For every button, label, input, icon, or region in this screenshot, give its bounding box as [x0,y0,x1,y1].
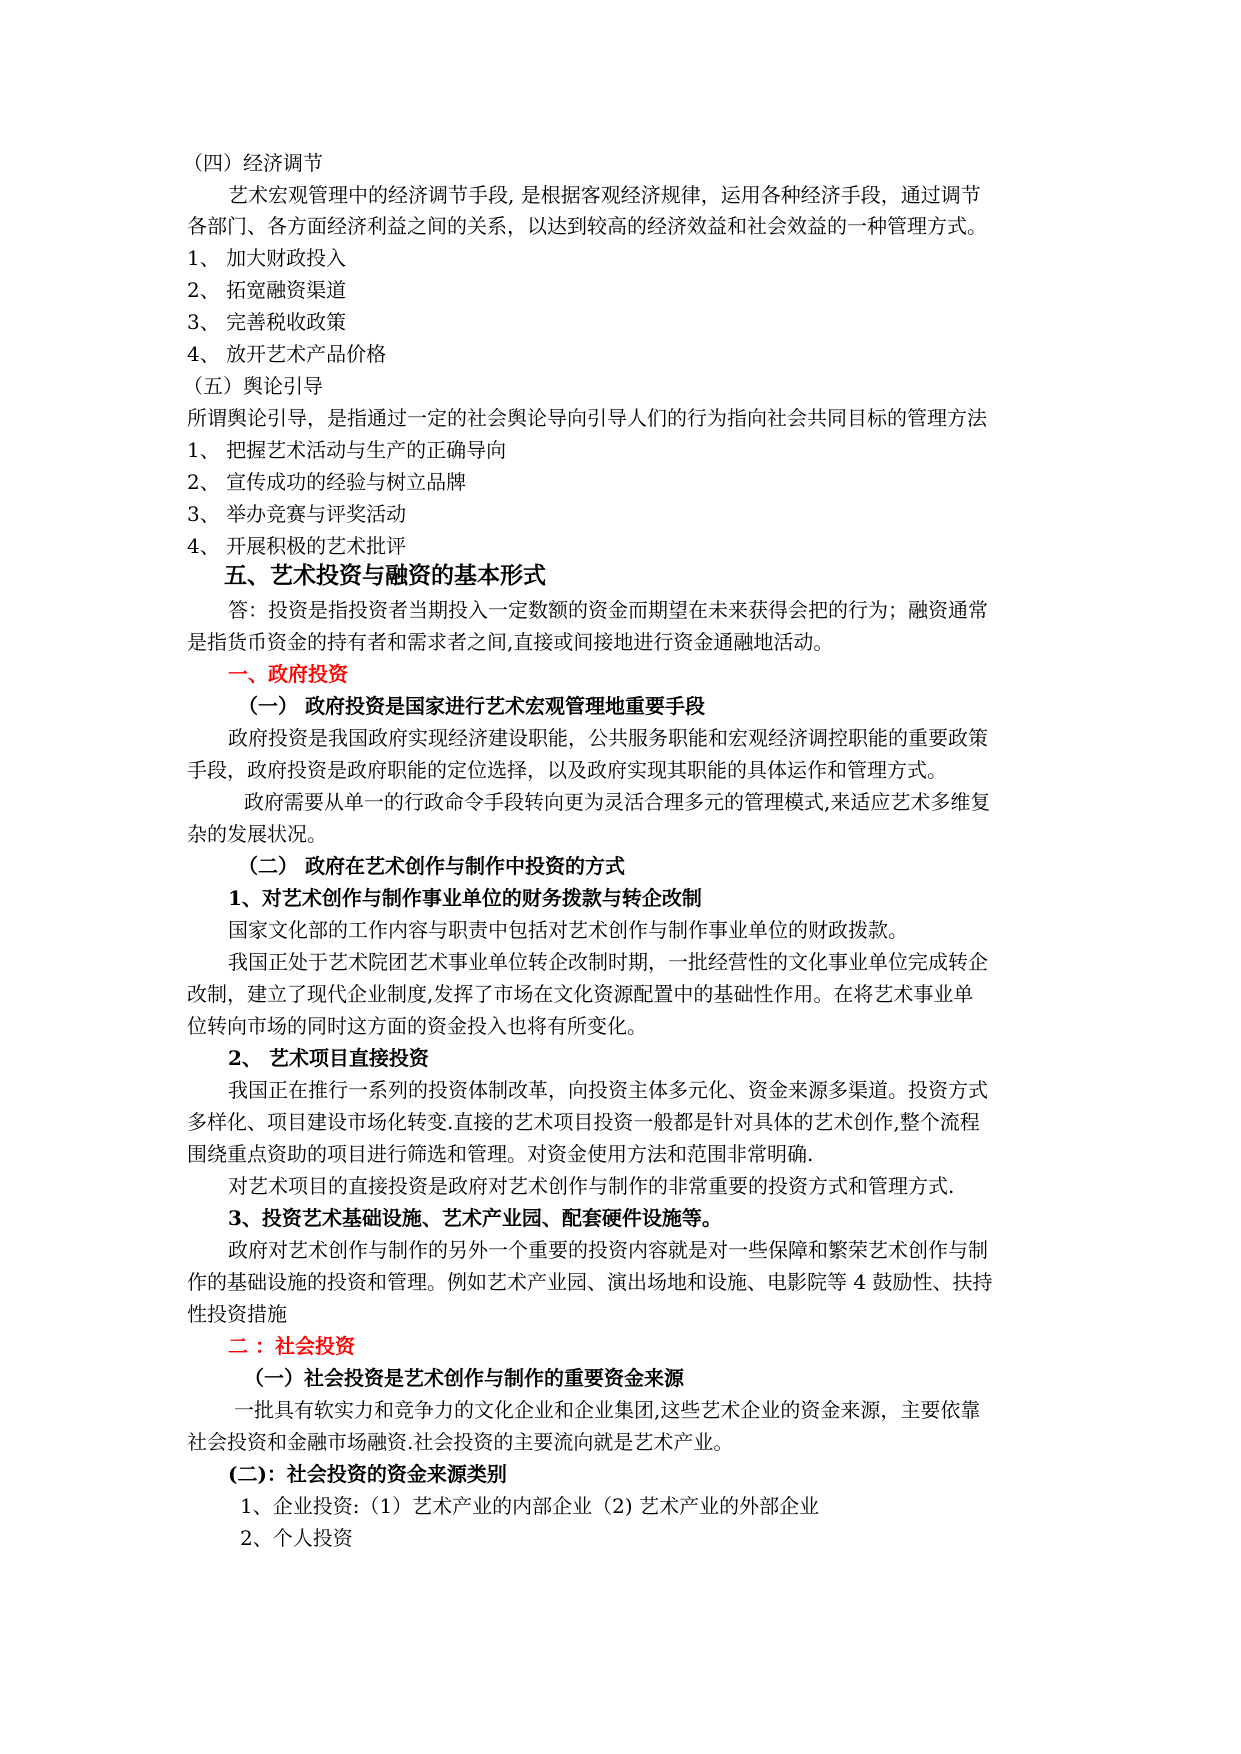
paragraph-line: 一批具有软实力和竞争力的文化企业和企业集团,这些艺术企业的资金来源，主要依靠 [234,1398,981,1422]
section-heading-economic-regulation: （四）经济调节 [183,151,323,175]
paragraph-line: 改制，建立了现代企业制度,发挥了市场在文化资源配置中的基础性作用。在将艺术事业单 [187,982,974,1006]
subheading: 2、 艺术项目直接投资 [228,1046,429,1070]
subheading: 1、对艺术创作与制作事业单位的财务拨款与转企改制 [228,886,702,910]
list-item: 2、 宣传成功的经验与树立品牌 [187,470,467,494]
red-heading-government-investment: 一、政府投资 [228,662,348,686]
subheading: （一）社会投资是艺术创作与制作的重要资金来源 [244,1366,684,1390]
paragraph-line: 围绕重点资助的项目进行筛选和管理。对资金使用方法和范围非常明确. [187,1142,814,1166]
list-item: 1、 加大财政投入 [187,246,347,270]
list-item: 2、 拓宽融资渠道 [187,278,347,302]
paragraph-line: 对艺术项目的直接投资是政府对艺术创作与制作的非常重要的投资方式和管理方式. [228,1174,955,1198]
paragraph-line: 所谓舆论引导，是指通过一定的社会舆论导向引导人们的行为指向社会共同目标的管理方法 [187,406,987,430]
section-heading-public-opinion: （五）舆论引导 [183,374,323,398]
paragraph-line: 位转向市场的同时这方面的资金投入也将有所变化。 [187,1014,647,1038]
paragraph-line: 社会投资和金融市场融资.社会投资的主要流向就是艺术产业。 [187,1430,734,1454]
paragraph-line: 我国正在推行一系列的投资体制改革，向投资主体多元化、资金来源多渠道。投资方式 [228,1078,988,1102]
paragraph-line: 手段，政府投资是政府职能的定位选择，以及政府实现其职能的具体运作和管理方式。 [187,758,947,782]
subheading: （二） 政府在艺术创作与制作中投资的方式 [238,854,625,878]
list-item: 4、 开展积极的艺术批评 [187,534,407,558]
subheading: 3、投资艺术基础设施、艺术产业园、配套硬件设施等。 [228,1206,722,1230]
paragraph-line: 政府投资是我国政府实现经济建设职能，公共服务职能和宏观经济调控职能的重要政策 [228,726,988,750]
paragraph-line: 艺术宏观管理中的经济调节手段, 是根据客观经济规律，运用各种经济手段，通过调节 [228,183,981,207]
subheading: (二)：社会投资的资金来源类别 [228,1462,507,1486]
paragraph-line: 国家文化部的工作内容与职责中包括对艺术创作与制作事业单位的财政拨款。 [228,918,908,942]
paragraph-line: 政府需要从单一的行政命令手段转向更为灵活合理多元的管理模式,来适应艺术多维复 [244,790,991,814]
red-heading-social-investment: 二 ：社会投资 [228,1334,355,1358]
list-item: 1、 把握艺术活动与生产的正确导向 [187,438,507,462]
list-item: 4、 放开艺术产品价格 [187,342,387,366]
paragraph-line: 政府对艺术创作与制作的另外一个重要的投资内容就是对一些保障和繁荣艺术创作与制 [228,1238,988,1262]
paragraph-line: 多样化、项目建设市场化转变.直接的艺术项目投资一般都是针对具体的艺术创作,整个流程 [187,1110,980,1134]
chapter-heading: 五、艺术投资与融资的基本形式 [224,562,546,589]
paragraph-line: 答：投资是指投资者当期投入一定数额的资金而期望在未来获得会把的行为；融资通常 [228,598,988,622]
list-item: 1、企业投资:（1）艺术产业的内部企业（2) 艺术产业的外部企业 [240,1494,820,1518]
subheading: （一） 政府投资是国家进行艺术宏观管理地重要手段 [238,694,705,718]
paragraph-line: 是指货币资金的持有者和需求者之间,直接或间接地进行资金通融地活动。 [187,630,834,654]
list-item: 2、个人投资 [240,1526,353,1550]
paragraph-line: 性投资措施 [187,1302,287,1326]
list-item: 3、 举办竞赛与评奖活动 [187,502,407,526]
paragraph-line: 杂的发展状况。 [187,822,327,846]
paragraph-line: 我国正处于艺术院团艺术事业单位转企改制时期，一批经营性的文化事业单位完成转企 [228,950,988,974]
paragraph-line: 各部门、各方面经济利益之间的关系，以达到较高的经济效益和社会效益的一种管理方式。 [187,214,987,238]
paragraph-line: 作的基础设施的投资和管理。例如艺术产业园、演出场地和设施、电影院等 4 鼓励性、扶持 [187,1270,993,1294]
list-item: 3、 完善税收政策 [187,310,347,334]
